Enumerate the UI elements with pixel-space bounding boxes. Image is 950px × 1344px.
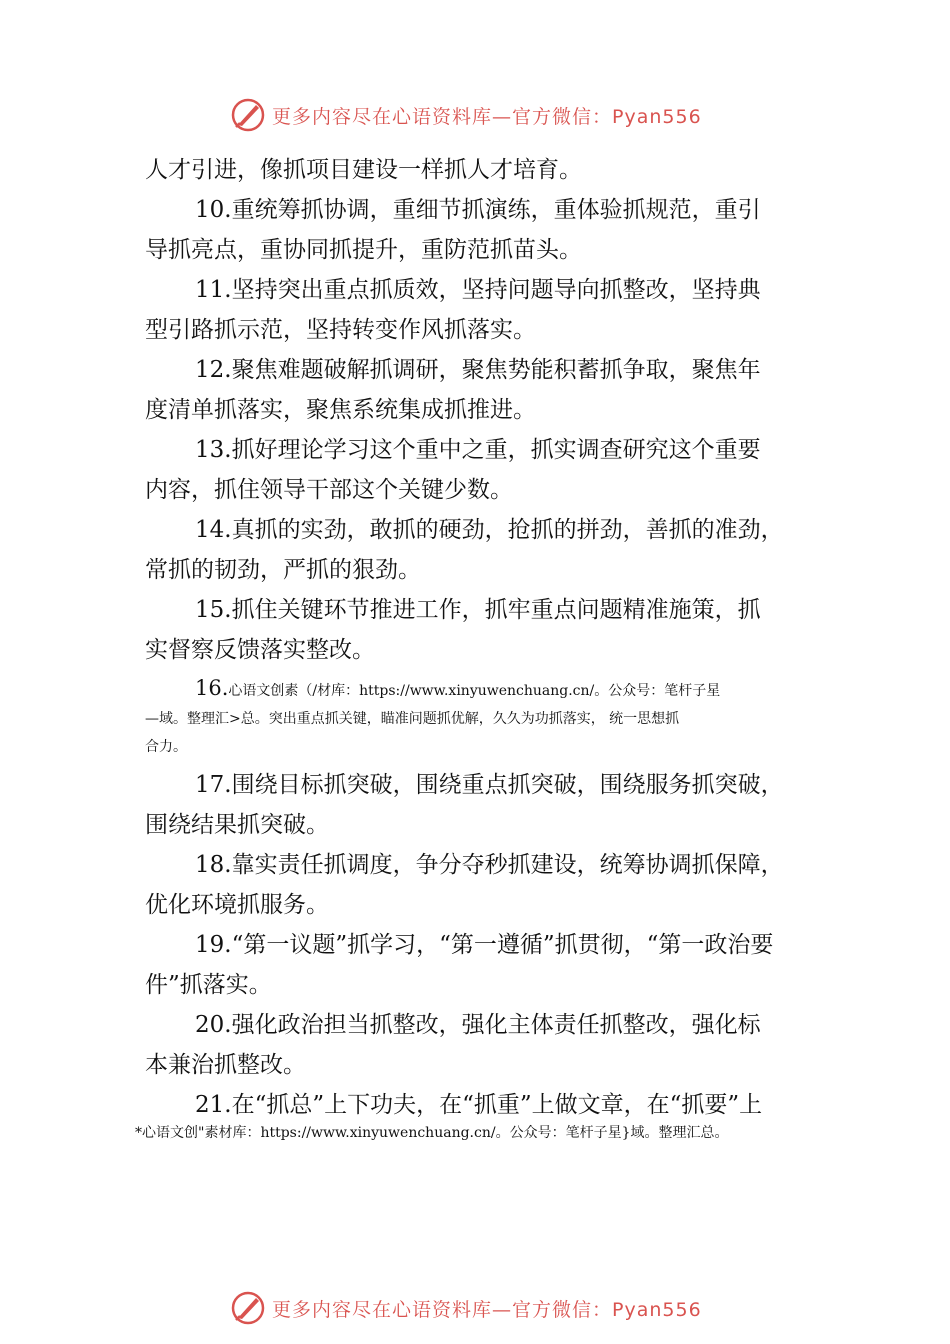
paragraph-line: 内容，抓住领导干部这个关键少数。	[145, 477, 513, 503]
document-body	[145, 150, 810, 1125]
paragraph	[145, 350, 810, 430]
header-label: 更多内容尽在心语资料库—官方微信：	[272, 105, 613, 128]
paragraph	[145, 510, 810, 590]
header-watermark-top	[230, 95, 750, 135]
paragraph-line	[145, 674, 810, 705]
paragraph	[145, 270, 810, 350]
paragraph	[145, 150, 810, 190]
paragraph-line: 型引路抓示范，坚持转变作风抓落实。	[145, 317, 536, 343]
paragraph-line: 度清单抓落实，聚焦系统集成抓推进。	[145, 397, 536, 423]
paragraph-line: 实督察反馈落实整改。	[145, 637, 375, 663]
paragraph	[145, 845, 810, 925]
paragraph-line: 导抓亮点，重协同抓提升，重防范抓苗头。	[145, 237, 582, 263]
header-text	[272, 1295, 702, 1322]
paragraph-line: 优化环境抓服务。	[145, 892, 329, 918]
paragraph	[145, 190, 810, 270]
wechat-id: Pyan556	[612, 105, 702, 128]
paragraph-line: 10.重统筹抓协调，重细节抓演练，重体验抓规范，重引	[195, 197, 761, 223]
header-text	[272, 102, 702, 129]
quill-pen-logo-icon	[230, 97, 266, 133]
header-label: 更多内容尽在心语资料库—官方微信：	[272, 1298, 613, 1321]
paragraph	[145, 590, 810, 670]
paragraph-text: 心语文创素（/材库：https://www.xinyuwenchuang.cn/。公众号：笔杆子星	[228, 683, 721, 699]
paragraph-small	[145, 674, 810, 761]
paragraph	[145, 765, 810, 845]
paragraph-line: 合力。	[145, 739, 187, 755]
quill-pen-logo-icon	[230, 1290, 266, 1326]
paragraph-line: 围绕结果抓突破。	[145, 812, 329, 838]
header-watermark-bottom	[230, 1288, 750, 1328]
source-footnote: *心语文创"素材库：https://www.xinyuwenchuang.cn/。公众号：笔杆子星}域。整理汇总。	[135, 1125, 729, 1141]
item-number: 16.	[195, 676, 229, 700]
paragraph-line: 14.真抓的实劲，敢抓的硬劲，抢抓的拼劲，善抓的准劲，	[195, 517, 784, 543]
paragraph-line: 19.“第一议题”抓学习，“第一遵循”抓贯彻，“第一政治要	[195, 932, 774, 958]
paragraph	[145, 430, 810, 510]
paragraph-line: 13.抓好理论学习这个重中之重，抓实调查研究这个重要	[195, 437, 761, 463]
paragraph-line: —域。整理汇>总。突出重点抓关键，瞄准问题抓优解，久久为功抓落实， 统一思想抓	[145, 711, 680, 727]
paragraph-line: 人才引进，像抓项目建设一样抓人才培育。	[145, 157, 582, 183]
paragraph-line: 11.坚持突出重点抓质效，坚持问题导向抓整改，坚持典	[195, 277, 761, 303]
paragraph-line: 21.在“抓总”上下功夫，在“抓重”上做文章，在“抓要”上	[195, 1092, 763, 1118]
paragraph	[145, 1085, 810, 1125]
paragraph-line: 12.聚焦难题破解抓调研，聚焦势能积蓄抓争取，聚焦年	[195, 357, 761, 383]
paragraph-line: 15.抓住关键环节推进工作，抓牢重点问题精准施策，抓	[195, 597, 761, 623]
paragraph-line: 20.强化政治担当抓整改，强化主体责任抓整改，强化标	[195, 1012, 761, 1038]
paragraph-line: 18.靠实责任抓调度，争分夺秒抓建设，统筹协调抓保障，	[195, 852, 784, 878]
paragraph	[145, 925, 810, 1005]
paragraph-line: 本兼治抓整改。	[145, 1052, 306, 1078]
paragraph-line: 常抓的韧劲，严抓的狠劲。	[145, 557, 421, 583]
wechat-id: Pyan556	[612, 1298, 702, 1321]
paragraph-line: 件”抓落实。	[145, 972, 272, 998]
paragraph	[145, 1005, 810, 1085]
paragraph-line: 17.围绕目标抓突破，围绕重点抓突破，围绕服务抓突破，	[195, 772, 784, 798]
